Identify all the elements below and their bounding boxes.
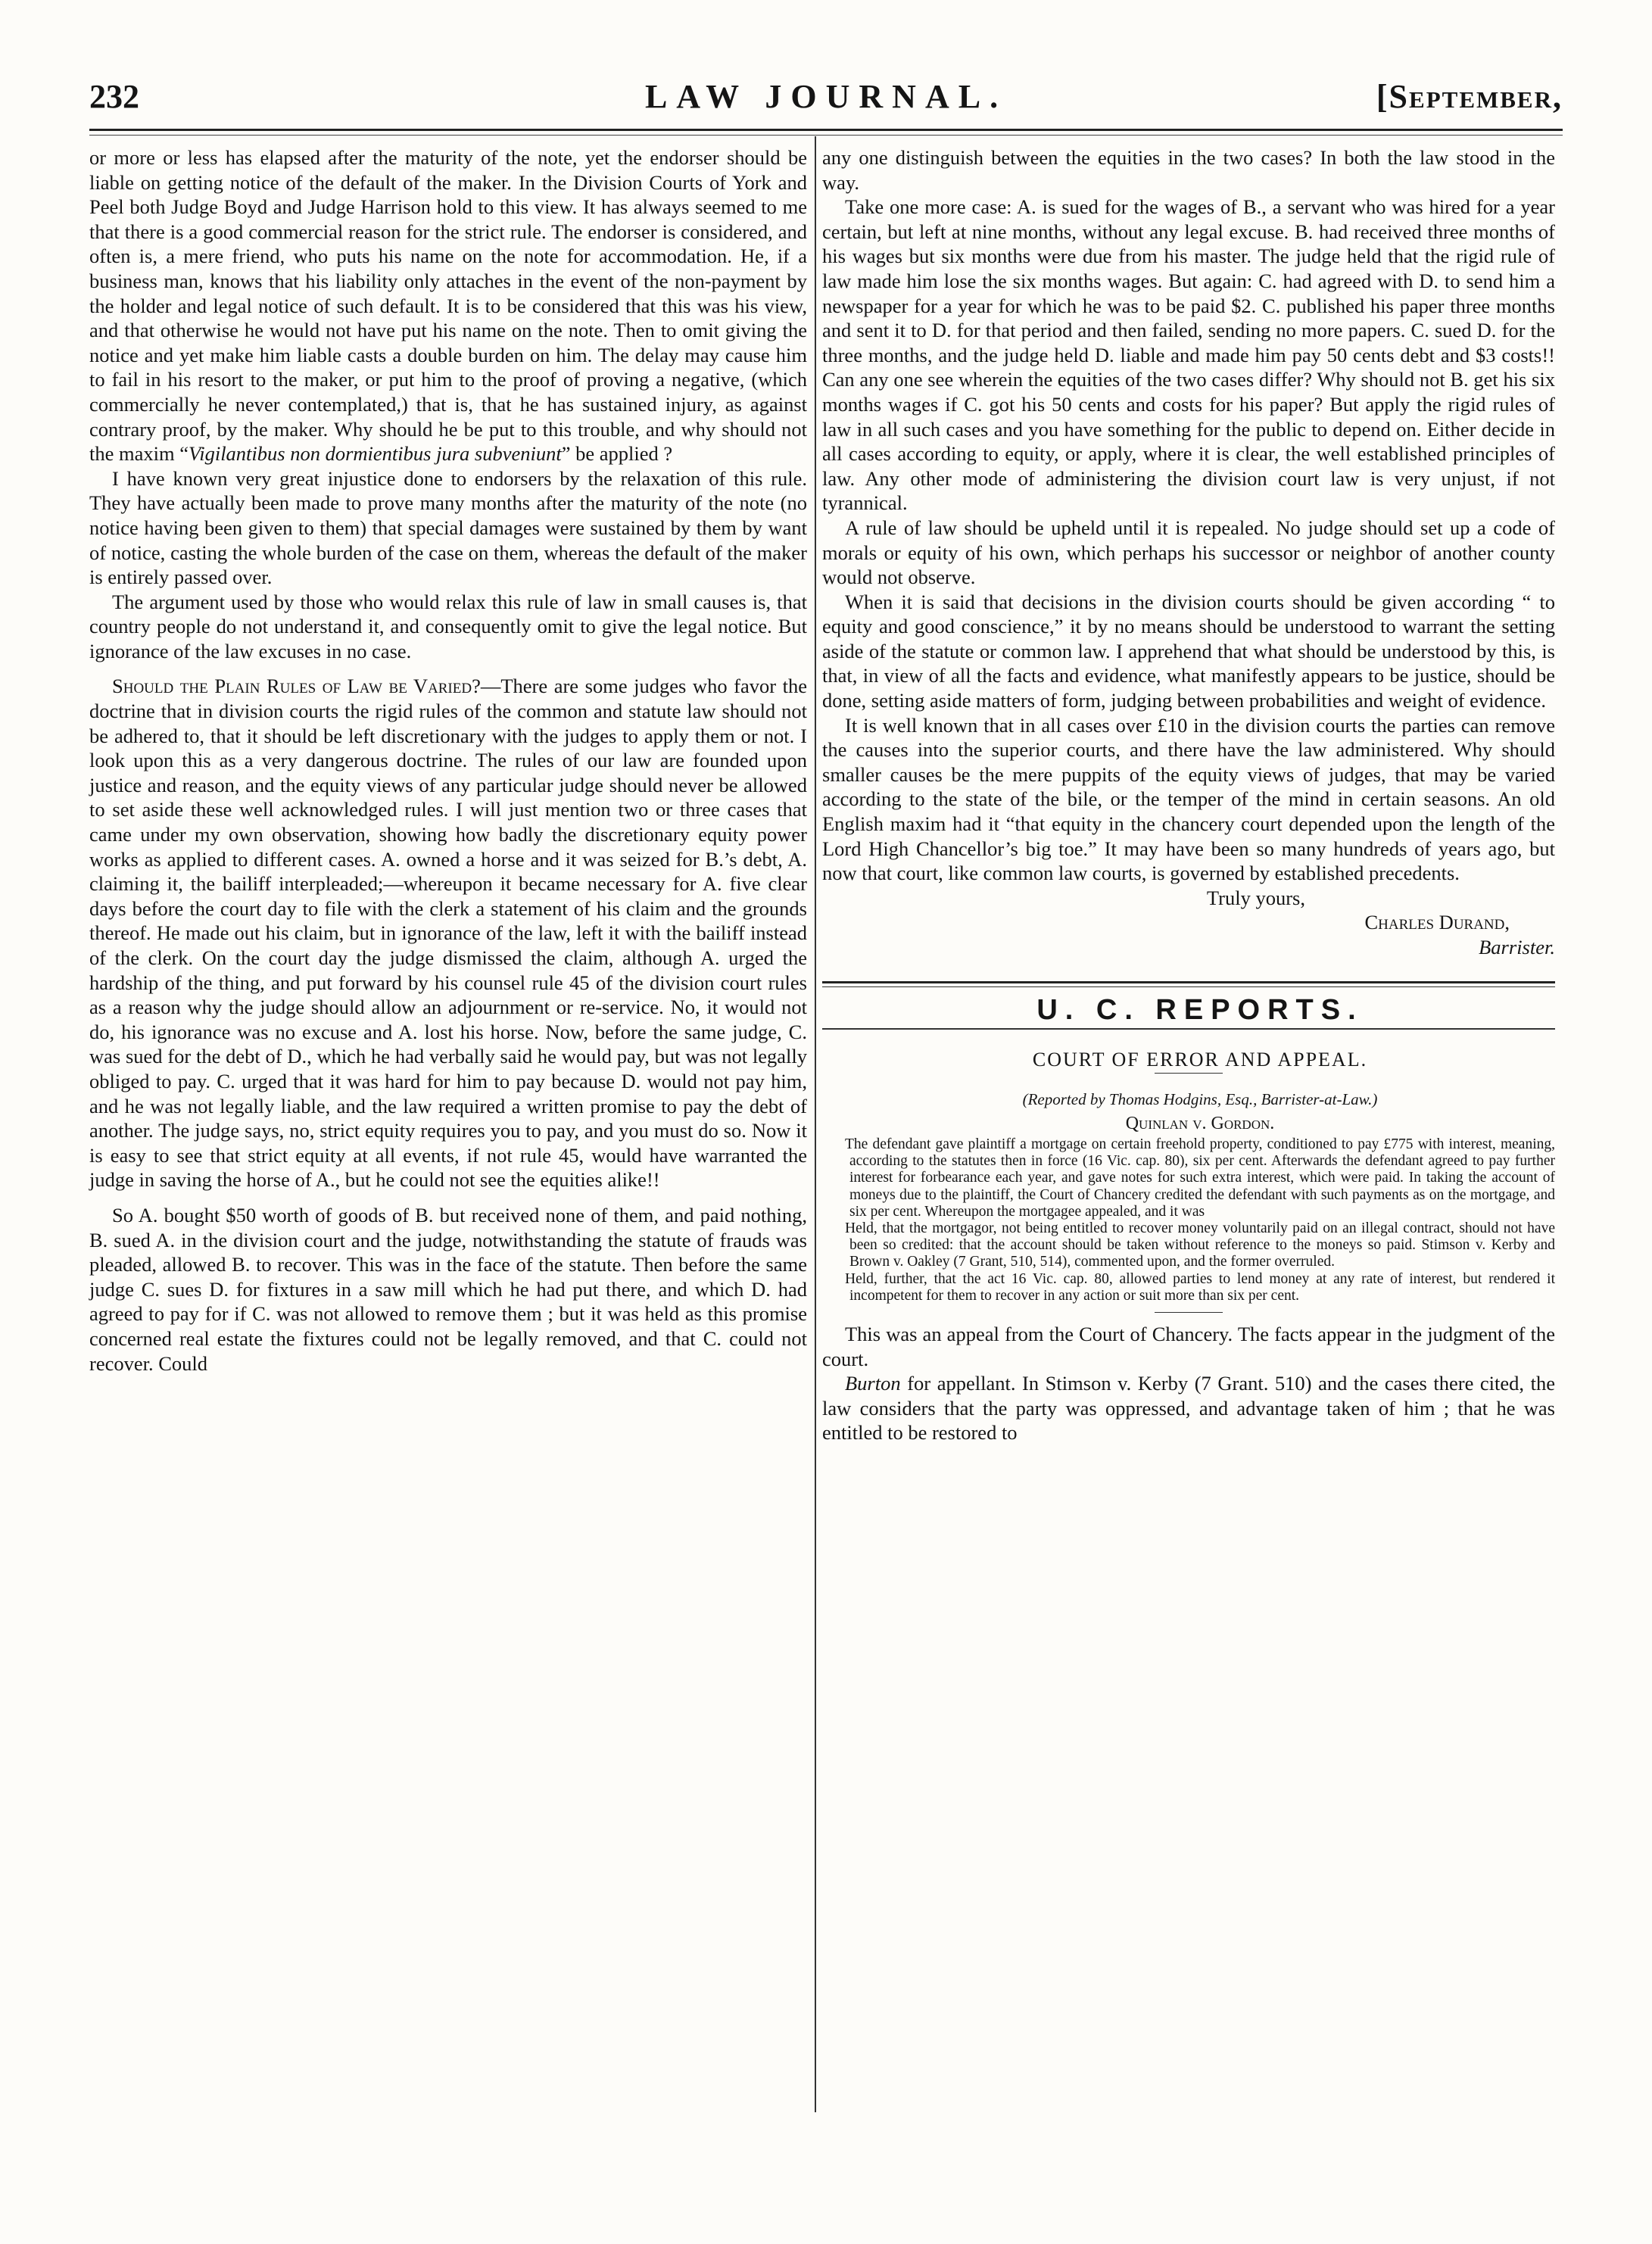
short-rule [1155, 1312, 1223, 1313]
headnote-text: Held, that the mortgagor, not being entitled to recover money voluntarily paid on an illegal contract, should not have been so credited: that the account should be taken without reference to the moneys so paid. Stimson v. Kerby and Brown v. Oakley (7 Grant, 510, 514), commented upon, and the former overruled. [845, 1220, 1555, 1270]
header-rule [89, 129, 1563, 131]
paragraph: A rule of law should be upheld until it is repealed. No judge should set up a code of morals or equity of his own, which perhaps his successor or neighbor of another county would not observe. [822, 516, 1555, 589]
paragraph-text: for appellant. In Stimson v. Kerby (7 Grant. 510) and the cases there cited, the law considers that the party was oppressed, and advantage taken of him ; that he was entitled to be restored to [822, 1372, 1555, 1445]
left-column [89, 145, 807, 1376]
headnote [822, 1271, 1555, 1304]
right-column [822, 145, 1555, 1445]
headnote [822, 1136, 1555, 1220]
reporter-credit: (Reported by Thomas Hodgins, Esq., Barrister-at-Law.) [1022, 1089, 1378, 1108]
paragraph: Take one more case: A. is sued for the wages of B., a servant who was hired for a year certain, but left at nine months, without any legal excuse. B. had received three months of his wages but six months were due from his master. The judge held that the rigid rule of law made him lose the six months wages. But again: C. had agreed with D. to send him a newspaper for a year for which he was to be paid $2. C. published his paper three months and sent it to D. for that period and then failed, sending no more papers. C. sued D. for the three months, and the judge held D. liable and made him pay 50 cents debt and $3 costs!! Can any one see wherein the equities of the two cases differ? Why should not B. get his six months wages if C. got his 50 cents and costs for his paper? But apply the rigid rules of law in all such cases and you have something for the public to depend on. Either decide in all cases according to equity, or apply, where it is clear, the well established principles of law. Any other mode of administering the division court law is very unjust, if not tyrannical. [822, 195, 1555, 515]
author-title [822, 935, 1555, 960]
paragraph: So A. bought $50 worth of goods of B. but received none of them, and paid nothing, B. sued A. in the division court and the judge, notwithstanding the statute of frauds was pleaded, allowed B. to recover. This was in the face of the statute. Then before the same judge C. sues D. for fixtures in a saw mill which he had put there, and which D. had agreed to pay for if C. was not allowed to remove them ; but it was held as this promise concerned real estate the fixtures could not be legally removed, and that C. could not recover. Could [89, 1203, 807, 1375]
author-title-text: Barrister. [1479, 936, 1555, 958]
header-month: [September, [1376, 78, 1563, 115]
paragraph-text: —There are some judges who favor the doctrine that in division courts the rigid rules of the common and statute law should not be adhered to, that it should be left discretionary with the judges to apply them or not. I look upon this as a very dangerous doctrine. The rules of our law are founded upon justice and reason, and the equity views of any particular judge should never be allowed to set aside these well acknowledged rules. I will just mention two or three cases that came under my own observation, showing how badly the discretionary equity power works as applied to different cases. A. owned a horse and it was seized for B.’s debt, A. claiming it, the bailiff interpleaded;—whereupon it became necessary for A. five clear days before the court day to file with the clerk a statement of his claim and the grounds thereof. He made out his claim, but in ignorance of the law, left it with the bailiff instead of the clerk. On the court day the judge dismissed the claim, although A. urged the hardship of the thing, and put forward by his counsel rule 45 of the division court rules as a reason why the judge should allow an adjournment or re-service. No, it would not do, his ignorance was no excuse and A. lost his horse. Now, before the same judge, C. was sued for the debt of D., which he had verbally said he would pay, but was not legally obliged to pay. C. urged that it was hard for him to pay because D. would not pay him, and he was not legally liable, and the law required a written promise to pay the debt of another. The judge says, no, strict equity requires you to pay, and you must do so. Now it is easy to see that strict equity at all events, if not rule 45, would have warranted the judge in saving the horse of A., but he could not see the equities alike!! [89, 675, 808, 1192]
counsel-name: Burton [845, 1372, 901, 1395]
author-name-text: Charles Durand, [1364, 911, 1510, 934]
paragraph-text: ” be applied ? [561, 442, 673, 466]
column-divider [815, 136, 816, 2112]
header-rule-thin [89, 135, 1563, 136]
headnote [822, 1220, 1555, 1271]
section-rule-thin [822, 1028, 1555, 1030]
paragraph: The argument used by those who would relax this rule of law in small causes is, that country people do not understand it, and consequently omit to give the legal notice. But ignorance of the law excuses in no case. [89, 590, 807, 662]
paragraph [822, 1371, 1555, 1445]
court-name: COURT OF ERROR AND APPEAL. [1032, 1049, 1368, 1071]
signature-line [822, 886, 1555, 911]
short-rule [1155, 1073, 1223, 1074]
journal-title: LAW JOURNAL. [644, 78, 1008, 115]
running-header [89, 77, 1563, 123]
section-rule [822, 981, 1555, 987]
paragraph-text: or more or less has elapsed after the maturity of the note, yet the endorser should be liable on getting notice of the default of the maker. In the Division Courts of York and Peel both Judge Boyd and Judge Harrison hold to this view. It has always seemed to me that there is a good commercial reason for the strict rule. The endorser is considered, and often is, a mere friend, who puts his name on the note for accommodation. He, if a business man, knows that his liability only attaches in the event of the non-payment by the holder and legal notice of such default. It is to be considered that this was his view, and that otherwise he would not have put his name on the note. Then to omit giving the notice and yet make him liable casts a double burden on him. The delay may cause him to fail in his resort to the maker, or put him to the proof of proving a negative, (which commercially he never contemplated,) that is, that he has sustained injury, as against contrary proof, by the maker. Why should he be put to this trouble, and why should not the maxim “ [89, 146, 807, 466]
case-name: Quinlan v. Gordon. [1125, 1114, 1275, 1134]
paragraph: any one distinguish between the equities in the two cases? In both the law stood in the way. [822, 146, 1555, 194]
paragraph [89, 674, 807, 1192]
paragraph: I have known very great injustice done to endorsers by the relaxation of this rule. They have actually been made to prove many months after the maturity of the note (no notice having been given to them) that special damages were sustained by them by want of notice, casting the whole burden of the case on them, whereas the default of the maker is entirely passed over. [89, 466, 807, 589]
latin-maxim: Vigilantibus non dormientibus jura subveniunt [189, 442, 562, 466]
paragraph [89, 145, 807, 466]
paragraph: This was an appeal from the Court of Chancery. The facts appear in the judgment of the court. [822, 1323, 1555, 1370]
headnote-text: The defendant gave plaintiff a mortgage on certain freehold property, conditioned to pay £775 with interest, meaning, according to the statutes then in force (16 Vic. cap. 80), six per cent. Afterwards the defendant agreed to pay further interest for forbearance each year, and gave notes for such extra interest, which were paid. In taking the account of moneys due to the plaintiff, the Court of Chancery credited the defendant with such payments as on the mortgage, and six per cent. Whereupon the mortgagee appealed, and it was [845, 1136, 1555, 1220]
paragraph: When it is said that decisions in the division courts should be given according “ to equity and good conscience,” it by no means should be understood to warrant the setting aside of the statute or common law. I apprehend that what should be understood by this, is that, in view of all the facts and evidence, what manifestly appears to be justice, should be done, setting aside matters of form, judging between probabilities and weight of evidence. [822, 590, 1555, 712]
author-name [822, 910, 1555, 935]
section-title: U. C. REPORTS. [1036, 993, 1364, 1026]
section-heading: Should the Plain Rules of Law be Varied? [112, 675, 481, 698]
headnote-text: Held, further, that the act 16 Vic. cap. 80, allowed parties to lend money at any rate of interest, but rendered it incompetent for them to recover in any action or suit more than six per cent. [845, 1270, 1555, 1304]
paragraph: It is well known that in all cases over £10 in the division courts the parties can remove the causes into the superior courts, and there have the law administered. Why should smaller causes be the mere puppits of the equity views of judges, that may be varied according to the state of the bile, or the temper of the mind in certain seasons. An old English maxim had it “that equity in the chancery court depended upon the length of the Lord High Chancellor’s big toe.” It may have been so many hundreds of years ago, but now that court, like common law courts, is governed by established precedents. [822, 713, 1555, 885]
closing: Truly yours, [1206, 886, 1305, 909]
page-number: 232 [89, 78, 139, 115]
